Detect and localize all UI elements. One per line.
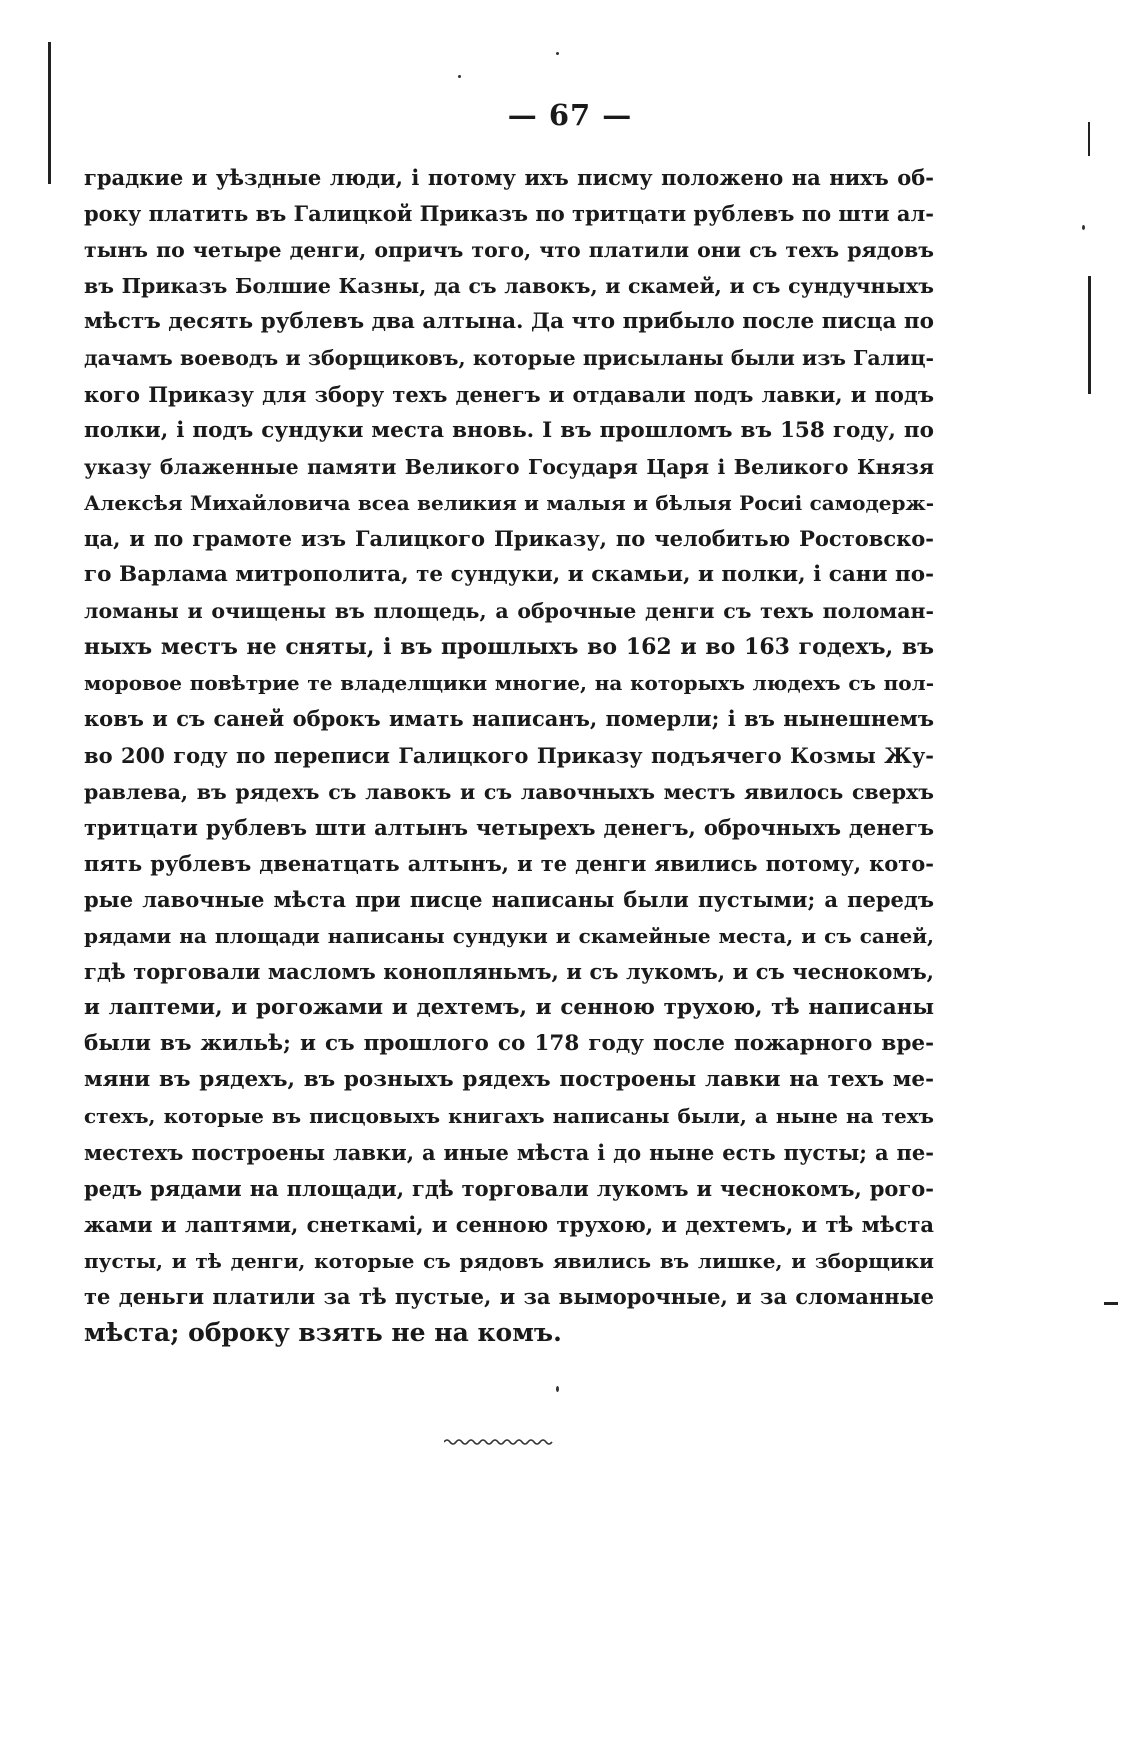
text-line: и лаптеми, и рогожами и дехтемъ, и сенною трухою, тѣ написаны — [84, 995, 934, 1021]
text-line: пусты, и тѣ денги, которые съ рядовъ явились въ лишке, и зборщики — [84, 1248, 934, 1273]
text-line: тынъ по четыре денги, опричъ того, что платили они съ техъ рядовъ — [84, 238, 934, 263]
right-margin-rule — [1088, 276, 1091, 394]
text-line: мѣстъ десять рублевъ два алтына. Да что прибыло после писца по — [84, 309, 934, 335]
text-line: местехъ построены лавки, а иные мѣста і до ныне есть пусты; а пе- — [84, 1139, 934, 1165]
text-line: тритцати рублевъ шти алтынъ четырехъ денегъ, оброчныхъ денегъ — [84, 814, 934, 840]
text-line: року платить въ Галицкой Приказъ по тритцати рублевъ по шти ал- — [84, 201, 934, 227]
text-line: въ Приказъ Болшие Казны, да съ лавокъ, и скамей, и съ сундучныхъ — [84, 274, 934, 299]
text-line: ныхъ местъ не сняты, і въ прошлыхъ во 162 и во 163 годехъ, въ — [84, 634, 934, 661]
text-line: рые лавочные мѣста при писце написаны были пустыми; а передъ — [84, 886, 934, 912]
text-line: редъ рядами на площади, гдѣ торговали лукомъ и чеснокомъ, рого- — [84, 1175, 934, 1201]
text-line: были въ жильѣ; и съ прошлого со 178 году после пожарного вре- — [84, 1031, 934, 1057]
text-line: ца, и по грамоте изъ Галицкого Приказу, по челобитью Ростовско- — [84, 525, 934, 551]
scan-speck — [556, 52, 559, 55]
text-line: ломаны и очищены въ площедь, а оброчные денги съ техъ поломан- — [84, 599, 934, 624]
tail-ornament — [444, 1436, 554, 1448]
text-line: моровое повѣтрие те владелщики многие, на которыхъ людехъ съ пол- — [84, 671, 934, 696]
text-line: равлева, въ рядехъ съ лавокъ и съ лавочныхъ местъ явилось сверхъ — [84, 779, 934, 804]
text-line: кого Приказу для збору техъ денегъ и отдавали подъ лавки, и подъ — [84, 381, 934, 407]
text-line: мяни въ рядехъ, въ розныхъ рядехъ построены лавки на техъ ме- — [84, 1067, 934, 1093]
text-line: рядами на площади написаны сундуки и скамейные места, и съ саней, — [84, 923, 934, 948]
text-line: гдѣ торговали масломъ конопляньмъ, и съ лукомъ, и съ чеснокомъ, — [84, 959, 934, 985]
scan-speck — [458, 75, 461, 78]
text-line: пять рублевъ двенатцать алтынъ, и те денги явились потому, кото- — [84, 850, 934, 876]
text-line: дачамъ воеводъ и зборщиковъ, которые присыланы были изъ Галиц- — [84, 346, 934, 371]
scan-speck — [1082, 225, 1085, 230]
text-line: градкие и уѣздные люди, і потому ихъ писму положено на нихъ об- — [84, 165, 934, 190]
page-number: — 67 — — [507, 98, 633, 132]
text-line: жами и лаптями, снеткамі, и сенною трухою, и дехтемъ, и тѣ мѣста — [84, 1211, 934, 1237]
text-line: те деньги платили за тѣ пустые, и за выморочные, и за сломанные — [84, 1283, 934, 1309]
scan-speck — [556, 1386, 559, 1392]
text-line: во 200 году по переписи Галицкого Приказу подъячего Козмы Жу- — [84, 742, 934, 768]
text-line: полки, і подъ сундуки места вновь. І въ прошломъ въ 158 году, по — [84, 417, 934, 443]
text-line: указу блаженные памяти Великого Государя Царя і Великого Князя — [84, 454, 934, 479]
text-line: Алексѣя Михайловича всеа великия и малыя и бѣлыя Росиі самодерж- — [84, 490, 934, 515]
text-line: ковъ и съ саней оброкъ имать написанъ, померли; і въ нынешнемъ — [84, 706, 934, 732]
text-line: стехъ, которые въ писцовыхъ книгахъ написаны были, а ныне на техъ — [84, 1104, 934, 1129]
text-line: мѣста; оброку взять не на комъ. — [84, 1318, 562, 1347]
body-text — [84, 160, 934, 1351]
text-line: го Варлама митрополита, те сундуки, и скамьи, и полки, і сани по- — [84, 562, 934, 588]
right-margin-dash — [1104, 1302, 1118, 1305]
